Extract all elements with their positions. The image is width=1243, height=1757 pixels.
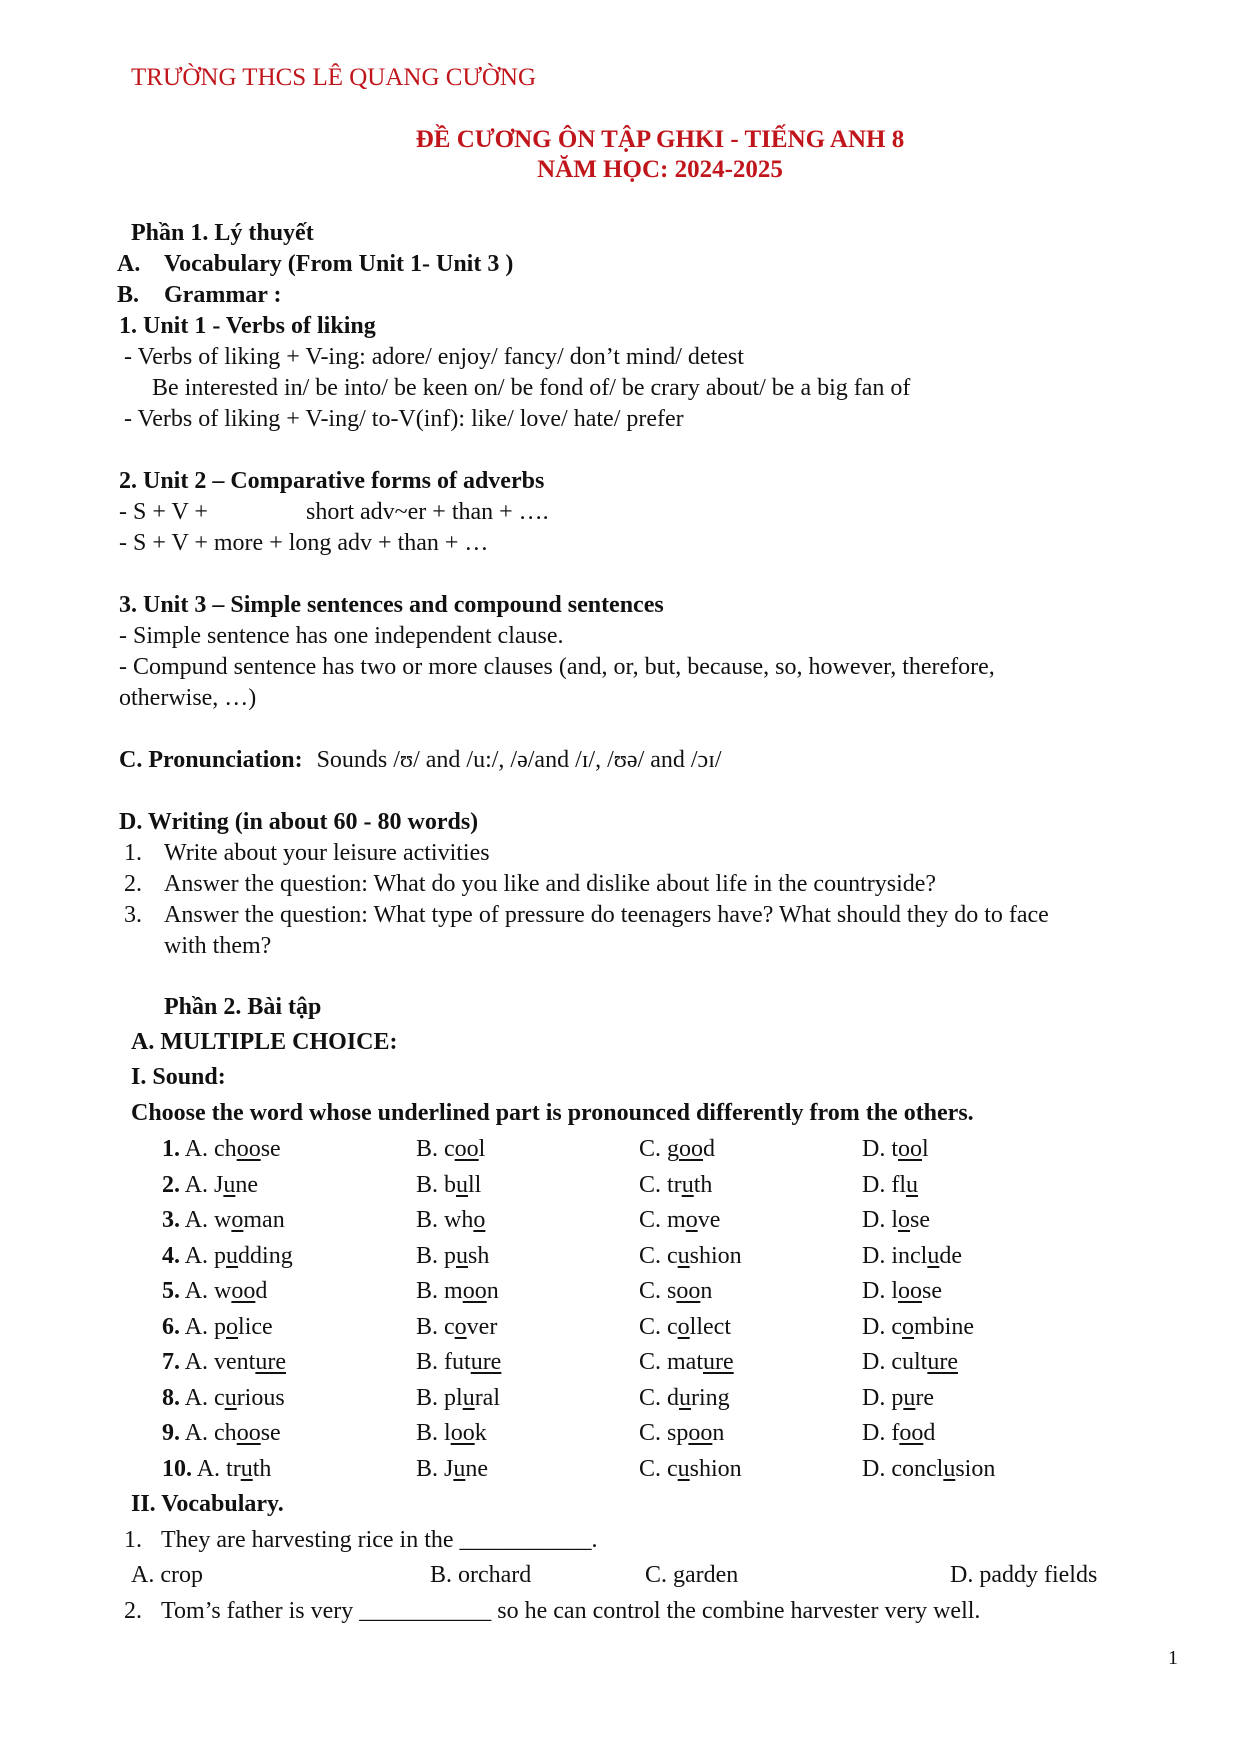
word-suffix: sion	[955, 1456, 996, 1482]
option-letter: B.	[416, 1243, 439, 1269]
underlined-part: o	[898, 1207, 911, 1233]
underlined-part: u	[927, 1243, 940, 1269]
word-prefix: ch	[214, 1136, 237, 1162]
part1-heading: Phần 1. Lý thuyết	[131, 220, 314, 246]
underlined-part: o	[685, 1207, 698, 1233]
vocab-q1-option: D. paddy fields	[950, 1562, 1098, 1588]
sound-option	[416, 1455, 488, 1484]
word-prefix: tr	[226, 1456, 241, 1482]
underlined-part: ure	[703, 1349, 734, 1375]
option-letter: C.	[639, 1207, 662, 1233]
sound-option	[416, 1206, 485, 1235]
word-prefix: f	[891, 1420, 900, 1446]
sound-instruction: Choose the word whose underlined part is pronounced differently from the others.	[131, 1100, 974, 1126]
question-number: 6.	[162, 1314, 180, 1340]
sound-option	[162, 1384, 285, 1413]
option-letter: A.	[184, 1172, 209, 1198]
option-letter: D.	[862, 1136, 886, 1162]
option-letter: A.	[184, 1385, 209, 1411]
word-suffix: se	[910, 1207, 931, 1233]
unit2-line1a: - S + V +	[119, 499, 208, 525]
word-prefix: fut	[444, 1349, 471, 1375]
underlined-part: o	[473, 1207, 486, 1233]
underlined-part: oo	[236, 1420, 261, 1446]
pronunciation-label: C. Pronunciation:	[119, 747, 303, 773]
pronunciation-text: Sounds /ʊ/ and /u:/, /ə/and /ɪ/, /ʊə/ and /ɔɪ/	[316, 747, 722, 773]
writing-item3-continued: with them?	[164, 933, 272, 959]
sound-option	[862, 1135, 929, 1164]
option-letter: A.	[184, 1420, 209, 1446]
underlined-part: o	[902, 1314, 914, 1340]
word-prefix: w	[214, 1278, 232, 1304]
word-suffix: se	[260, 1136, 281, 1162]
word-prefix: c	[444, 1136, 455, 1162]
underlined-part: oo	[679, 1136, 704, 1162]
question-number: 7.	[162, 1349, 180, 1375]
word-prefix: concl	[891, 1456, 944, 1482]
word-suffix: sh	[468, 1243, 490, 1269]
word-suffix: de	[939, 1243, 962, 1269]
word-suffix: re	[915, 1385, 934, 1411]
sound-option	[416, 1135, 485, 1164]
option-letter: B.	[416, 1207, 439, 1233]
word-prefix: p	[891, 1385, 904, 1411]
word-suffix: th	[693, 1172, 713, 1198]
sound-option	[639, 1384, 730, 1413]
word-suffix: ver	[466, 1314, 498, 1340]
sound-option	[639, 1277, 712, 1306]
sound-option	[862, 1242, 962, 1271]
sound-option	[416, 1313, 497, 1342]
unit3-line3: otherwise, …)	[119, 685, 257, 711]
word-prefix: tr	[667, 1172, 682, 1198]
option-letter: A.	[196, 1456, 221, 1482]
underlined-part: o	[231, 1207, 244, 1233]
multiple-choice-heading: A. MULTIPLE CHOICE:	[131, 1029, 398, 1055]
sound-option	[639, 1348, 734, 1377]
underlined-part: oo	[688, 1420, 713, 1446]
sound-option	[162, 1242, 293, 1271]
option-letter: B.	[416, 1314, 439, 1340]
sound-option	[162, 1135, 281, 1164]
sound-option	[639, 1455, 742, 1484]
vocab-q1-option: B. orchard	[430, 1562, 532, 1588]
underlined-part: u	[224, 1385, 237, 1411]
word-suffix: ne	[235, 1172, 259, 1198]
option-letter: A.	[184, 1136, 209, 1162]
underlined-part: u	[681, 1172, 694, 1198]
option-letter: D.	[862, 1385, 886, 1411]
sound-option	[162, 1206, 285, 1235]
option-letter: C.	[639, 1314, 662, 1340]
word-prefix: fl	[891, 1172, 907, 1198]
word-prefix: wh	[444, 1207, 474, 1233]
vocab-q2-number: 2.	[124, 1598, 142, 1624]
option-letter: B.	[416, 1136, 439, 1162]
underlined-part: oo	[898, 1136, 923, 1162]
sound-option	[862, 1277, 942, 1306]
word-suffix: n	[700, 1278, 713, 1304]
word-suffix: l	[922, 1136, 929, 1162]
option-letter: D.	[862, 1278, 886, 1304]
writing-item-text: Answer the question: What type of pressure do teenagers have? What should they do to face	[164, 902, 1049, 928]
underlined-part: ure	[927, 1349, 958, 1375]
option-letter: B.	[416, 1349, 439, 1375]
sound-option	[416, 1242, 489, 1271]
word-suffix: d	[703, 1136, 716, 1162]
sound-option	[862, 1171, 918, 1200]
question-number: 10.	[162, 1456, 192, 1482]
option-letter: A.	[184, 1243, 209, 1269]
word-suffix: dding	[238, 1243, 293, 1269]
word-prefix: mat	[667, 1349, 704, 1375]
word-prefix: d	[667, 1385, 680, 1411]
sound-option	[862, 1455, 995, 1484]
option-letter: C.	[639, 1456, 662, 1482]
word-suffix: ral	[474, 1385, 500, 1411]
word-prefix: c	[444, 1314, 455, 1340]
word-suffix: ring	[691, 1385, 730, 1411]
sound-option	[639, 1313, 731, 1342]
option-letter: D.	[862, 1314, 886, 1340]
unit1-line3: - Verbs of liking + V-ing/ to-V(inf): like/ love/ hate/ prefer	[124, 406, 684, 432]
sound-option	[416, 1171, 481, 1200]
word-prefix: cult	[891, 1349, 928, 1375]
word-prefix: g	[667, 1136, 680, 1162]
sound-option	[162, 1455, 271, 1484]
word-prefix: c	[667, 1456, 678, 1482]
sound-option	[416, 1419, 487, 1448]
question-number: 9.	[162, 1420, 180, 1446]
underlined-part: u	[456, 1243, 469, 1269]
unit2-line1b: short adv~er + than + ….	[306, 499, 549, 525]
option-letter: B.	[416, 1420, 439, 1446]
underlined-part: oo	[236, 1136, 261, 1162]
document-title-line1: ĐỀ CƯƠNG ÔN TẬP GHKI - TIẾNG ANH 8	[415, 126, 905, 153]
sound-option	[162, 1419, 281, 1448]
sound-option	[162, 1277, 267, 1306]
word-prefix: m	[444, 1278, 463, 1304]
word-prefix: p	[214, 1243, 227, 1269]
option-letter: C.	[639, 1136, 662, 1162]
option-letter: D.	[862, 1243, 886, 1269]
underlined-part: o	[454, 1314, 467, 1340]
word-prefix: ch	[214, 1420, 237, 1446]
section-a-text: Vocabulary (From Unit 1- Unit 3 )	[164, 251, 514, 277]
word-prefix: incl	[891, 1243, 928, 1269]
sound-option	[639, 1242, 742, 1271]
option-letter: C.	[639, 1243, 662, 1269]
word-suffix: l	[478, 1136, 486, 1162]
word-suffix: se	[260, 1420, 281, 1446]
pronunciation-line	[119, 746, 722, 775]
underlined-part: ure	[255, 1349, 287, 1375]
word-prefix: l	[891, 1207, 899, 1233]
sound-option	[862, 1206, 930, 1235]
word-prefix: pl	[444, 1385, 463, 1411]
vocab-q1-option: C. garden	[645, 1562, 739, 1588]
document-title-line2: NĂM HỌC: 2024-2025	[537, 156, 783, 183]
underlined-part: o	[677, 1314, 690, 1340]
unit3-heading: 3. Unit 3 – Simple sentences and compound sentences	[119, 592, 664, 618]
word-suffix: th	[252, 1456, 272, 1482]
sound-heading: I. Sound:	[131, 1064, 226, 1090]
word-prefix: c	[214, 1385, 225, 1411]
option-letter: B.	[416, 1385, 439, 1411]
word-prefix: p	[444, 1243, 457, 1269]
word-prefix: m	[667, 1207, 686, 1233]
underlined-part: ure	[470, 1349, 502, 1375]
underlined-part: oo	[450, 1420, 475, 1446]
writing-item-number: 2.	[124, 871, 142, 897]
option-letter: A.	[184, 1278, 209, 1304]
underlined-part: u	[462, 1385, 475, 1411]
underlined-part: u	[223, 1172, 236, 1198]
word-suffix: d	[923, 1420, 936, 1446]
sound-option	[862, 1384, 934, 1413]
unit3-line1: - Simple sentence has one independent clause.	[119, 623, 564, 649]
question-number: 5.	[162, 1278, 180, 1304]
option-letter: B.	[416, 1456, 439, 1482]
page-number: 1	[1168, 1647, 1178, 1669]
unit1-heading: 1. Unit 1 - Verbs of liking	[119, 313, 376, 339]
writing-item-text: Answer the question: What do you like and dislike about life in the countryside?	[164, 871, 937, 897]
sound-option	[162, 1313, 273, 1342]
word-suffix: mbine	[914, 1314, 974, 1340]
option-letter: D.	[862, 1456, 886, 1482]
underlined-part: oo	[899, 1420, 924, 1446]
word-prefix: J	[214, 1172, 224, 1198]
unit2-heading: 2. Unit 2 – Comparative forms of adverbs	[119, 468, 545, 494]
sound-option	[416, 1277, 499, 1306]
vocab-q2-text: Tom’s father is very ___________ so he can control the combine harvester very well.	[161, 1598, 981, 1624]
sound-option	[862, 1419, 935, 1448]
option-letter: C.	[639, 1420, 662, 1446]
question-number: 4.	[162, 1243, 180, 1269]
word-suffix: shion	[689, 1456, 742, 1482]
question-number: 3.	[162, 1207, 180, 1233]
question-number: 1.	[162, 1136, 180, 1162]
section-b-marker: B.	[117, 282, 140, 308]
underlined-part: u	[906, 1172, 919, 1198]
word-prefix: s	[667, 1278, 677, 1304]
word-prefix: b	[444, 1172, 457, 1198]
option-letter: B.	[416, 1172, 439, 1198]
vocab-q1-option: A. crop	[131, 1562, 203, 1588]
word-suffix: rious	[236, 1385, 285, 1411]
writing-item-text: Write about your leisure activities	[164, 840, 490, 866]
sound-option	[639, 1171, 712, 1200]
writing-heading: D. Writing (in about 60 - 80 words)	[119, 809, 479, 835]
option-letter: C.	[639, 1385, 662, 1411]
underlined-part: u	[226, 1243, 239, 1269]
word-suffix: ve	[697, 1207, 721, 1233]
option-letter: C.	[639, 1278, 662, 1304]
option-letter: D.	[862, 1172, 886, 1198]
sound-option	[162, 1348, 286, 1377]
underlined-part: u	[679, 1385, 692, 1411]
sound-option	[416, 1348, 501, 1377]
word-prefix: w	[214, 1207, 232, 1233]
word-suffix: se	[922, 1278, 943, 1304]
underlined-part: oo	[231, 1278, 256, 1304]
option-letter: A.	[184, 1314, 209, 1340]
question-number: 2.	[162, 1172, 180, 1198]
underlined-part: u	[677, 1456, 690, 1482]
option-letter: A.	[184, 1349, 209, 1375]
school-name: TRƯỜNG THCS LÊ QUANG CƯỜNG	[131, 64, 537, 91]
word-prefix: J	[444, 1456, 454, 1482]
word-prefix: c	[891, 1314, 902, 1340]
underlined-part: u	[677, 1243, 690, 1269]
option-letter: B.	[416, 1278, 439, 1304]
sound-option	[639, 1206, 720, 1235]
option-letter: A.	[184, 1207, 209, 1233]
word-suffix: ne	[465, 1456, 489, 1482]
option-letter: C.	[639, 1349, 662, 1375]
writing-item-number: 3.	[124, 902, 142, 928]
vocabulary-heading: II. Vocabulary.	[131, 1491, 284, 1517]
word-suffix: k	[474, 1420, 487, 1446]
underlined-part: u	[240, 1456, 253, 1482]
underlined-part: oo	[898, 1278, 923, 1304]
underlined-part: u	[453, 1456, 466, 1482]
word-prefix: l	[891, 1278, 899, 1304]
word-suffix: n	[486, 1278, 499, 1304]
option-letter: D.	[862, 1420, 886, 1446]
word-suffix: llect	[689, 1314, 731, 1340]
underlined-part: u	[943, 1456, 956, 1482]
question-number: 8.	[162, 1385, 180, 1411]
sound-option	[862, 1313, 974, 1342]
underlined-part: oo	[462, 1278, 487, 1304]
word-prefix: vent	[214, 1349, 256, 1375]
unit1-line1: - Verbs of liking + V-ing: adore/ enjoy/ fancy/ don’t mind/ detest	[124, 344, 744, 370]
sound-option	[639, 1419, 724, 1448]
word-suffix: man	[243, 1207, 285, 1233]
word-prefix: c	[667, 1243, 678, 1269]
word-suffix: ll	[468, 1172, 482, 1198]
writing-item-number: 1.	[124, 840, 142, 866]
vocab-q1-text: They are harvesting rice in the ___________.	[161, 1527, 598, 1553]
unit2-line2: - S + V + more + long adv + than + …	[119, 530, 489, 556]
section-b-text: Grammar :	[164, 282, 282, 308]
option-letter: D.	[862, 1349, 886, 1375]
word-prefix: p	[214, 1314, 227, 1340]
underlined-part: oo	[676, 1278, 701, 1304]
underlined-part: u	[903, 1385, 916, 1411]
underlined-part: u	[456, 1172, 469, 1198]
word-prefix: t	[891, 1136, 899, 1162]
word-suffix: d	[255, 1278, 268, 1304]
section-a-marker: A.	[117, 251, 141, 277]
word-suffix: lice	[238, 1314, 273, 1340]
sound-option	[862, 1348, 958, 1377]
part2-heading: Phần 2. Bài tập	[164, 994, 322, 1020]
sound-option	[162, 1171, 258, 1200]
word-prefix: l	[444, 1420, 451, 1446]
underlined-part: o	[226, 1314, 239, 1340]
option-letter: D.	[862, 1207, 886, 1233]
option-letter: C.	[639, 1172, 662, 1198]
word-suffix: n	[712, 1420, 725, 1446]
word-prefix: sp	[667, 1420, 689, 1446]
word-suffix: shion	[689, 1243, 742, 1269]
vocab-q1-number: 1.	[124, 1527, 142, 1553]
underlined-part: oo	[454, 1136, 479, 1162]
sound-option	[416, 1384, 500, 1413]
sound-option	[639, 1135, 715, 1164]
unit1-line2: Be interested in/ be into/ be keen on/ be fond of/ be crary about/ be a big fan of	[152, 375, 911, 401]
unit3-line2: - Compund sentence has two or more clauses (and, or, but, because, so, however, therefore,	[119, 654, 995, 680]
word-prefix: c	[667, 1314, 678, 1340]
